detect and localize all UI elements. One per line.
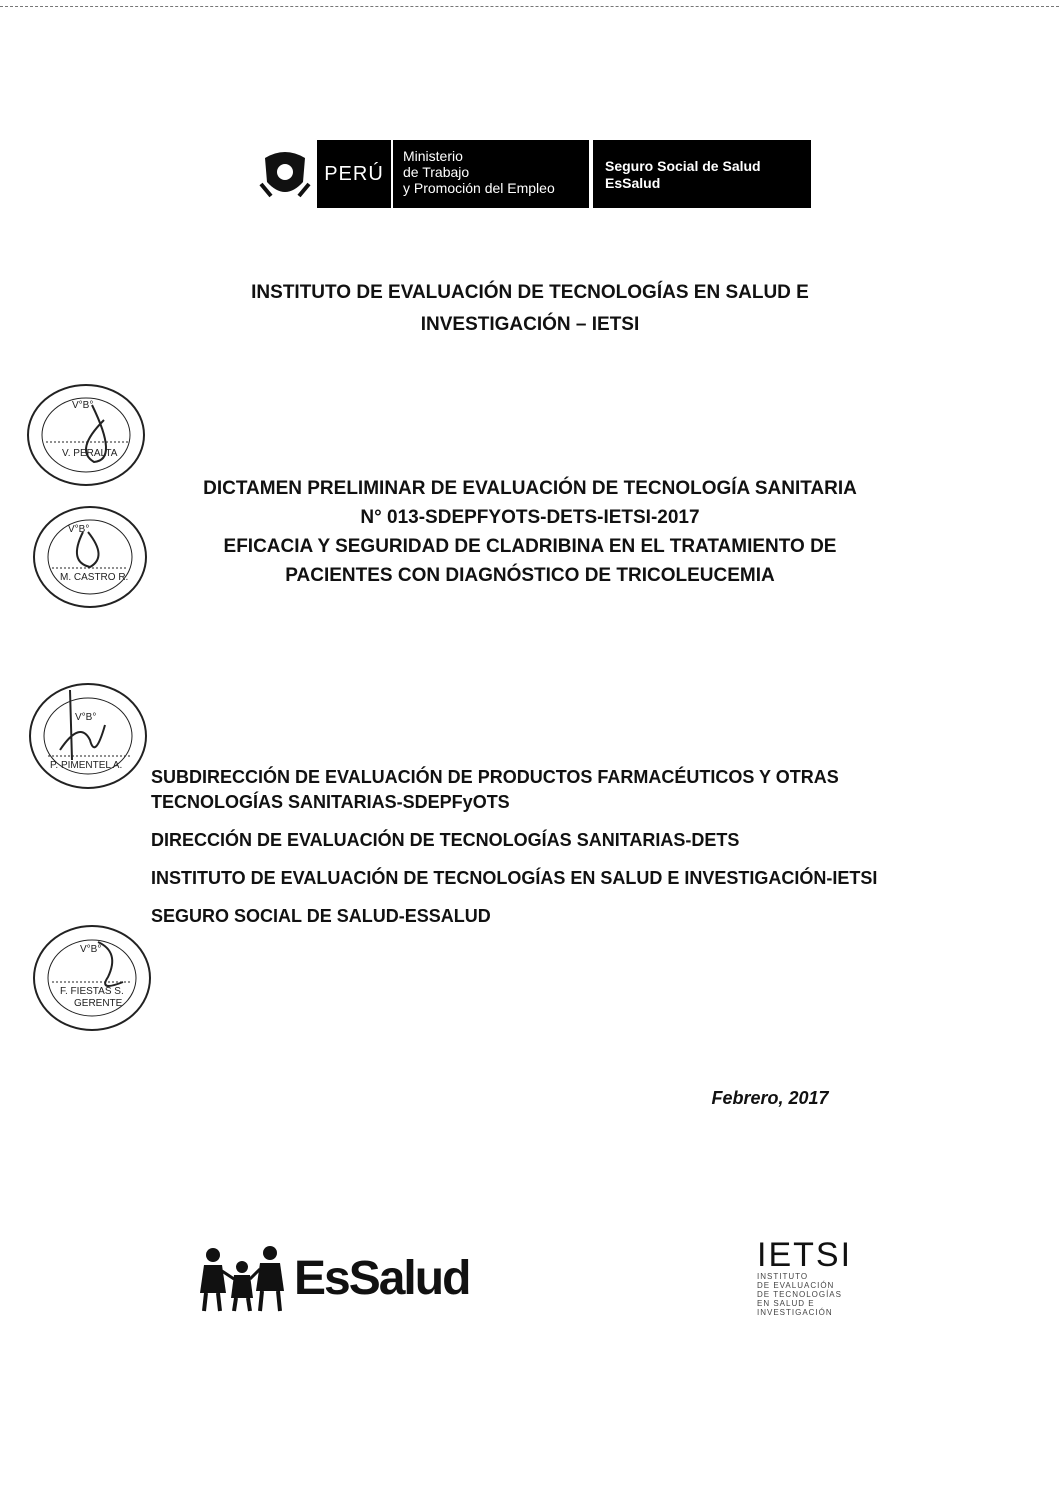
seal-vobo: V°B° (80, 944, 102, 955)
ietsi-sub-line: EN SALUD E (757, 1299, 815, 1308)
ietsi-sub-line: INSTITUTO (757, 1272, 809, 1281)
essalud-logo (198, 1238, 478, 1318)
agency-label (593, 140, 811, 208)
approval-seal (28, 922, 158, 1034)
signature-scribble (77, 532, 99, 567)
approval-seal (28, 502, 158, 612)
ietsi-sub-line: DE EVALUACIÓN (757, 1281, 835, 1290)
ietsi-sub-line: INVESTIGACIÓN (757, 1308, 833, 1317)
seal-vobo: V°B° (68, 524, 90, 535)
document-date: Febrero, 2017 (711, 1088, 829, 1108)
title-line: N° 013-SDEPFYOTS-DETS-IETSI-2017 (360, 507, 700, 528)
organization-list (151, 765, 931, 942)
scan-top-edge (0, 6, 1059, 7)
organization-item: INSTITUTO DE EVALUACIÓN DE TECNOLOGÍAS EN SALUD E INVESTIGACIÓN-IETSI (151, 868, 878, 888)
agency-line: EsSalud (605, 175, 661, 191)
dictamen-title (140, 474, 920, 590)
title-line: DICTAMEN PRELIMINAR DE EVALUACIÓN DE TECNOLOGÍA SANITARIA (203, 478, 857, 499)
title-line: INSTITUTO DE EVALUACIÓN DE TECNOLOGÍAS EN SALUD E (251, 282, 809, 303)
title-line: PACIENTES CON DIAGNÓSTICO DE TRICOLEUCEMIA (285, 565, 775, 586)
government-banner (253, 140, 811, 208)
title-line: INVESTIGACIÓN – IETSI (420, 314, 640, 335)
approval-seal (24, 380, 154, 490)
organization-item: DIRECCIÓN DE EVALUACIÓN DE TECNOLOGÍAS SANITARIAS-DETS (151, 830, 740, 850)
seal-name: M. CASTRO R. (60, 572, 129, 583)
title-line: EFICACIA Y SEGURIDAD DE CLADRIBINA EN EL TRATAMIENTO DE (223, 536, 837, 557)
coat-of-arms-icon (253, 140, 317, 208)
family-figures-icon (198, 1243, 288, 1313)
seal-vobo: V°B° (72, 400, 94, 411)
ietsi-logo (757, 1238, 867, 1317)
organization-item: SEGURO SOCIAL DE SALUD-ESSALUD (151, 906, 491, 926)
signature-scribble (60, 690, 105, 760)
seal-role: GERENTE (74, 998, 123, 1009)
seal-name: V. PERALTA (62, 448, 118, 459)
ietsi-sub-line: DE TECNOLOGÍAS (757, 1290, 842, 1299)
ministry-line: y Promoción del Empleo (403, 180, 555, 196)
organization-item: SUBDIRECCIÓN DE EVALUACIÓN DE PRODUCTOS FARMACÉUTICOS Y OTRAS TECNOLOGÍAS SANITARIAS-SDEPFyOTS (151, 767, 839, 812)
essalud-wordmark: EsSalud (294, 1251, 470, 1305)
institute-title (150, 277, 910, 341)
seal-name: P. PIMENTEL A. (50, 760, 123, 771)
agency-line: Seguro Social de Salud (605, 158, 761, 174)
ministry-label (393, 140, 593, 208)
ministry-line: de Trabajo (403, 164, 470, 180)
seal-name: F. FIESTAS S. (60, 986, 124, 997)
ministry-line: Ministerio (403, 148, 463, 164)
approval-seal (20, 680, 150, 795)
ietsi-wordmark: IETSI (757, 1236, 853, 1274)
seal-vobo: V°B° (75, 712, 97, 723)
country-label: PERÚ (317, 140, 393, 208)
